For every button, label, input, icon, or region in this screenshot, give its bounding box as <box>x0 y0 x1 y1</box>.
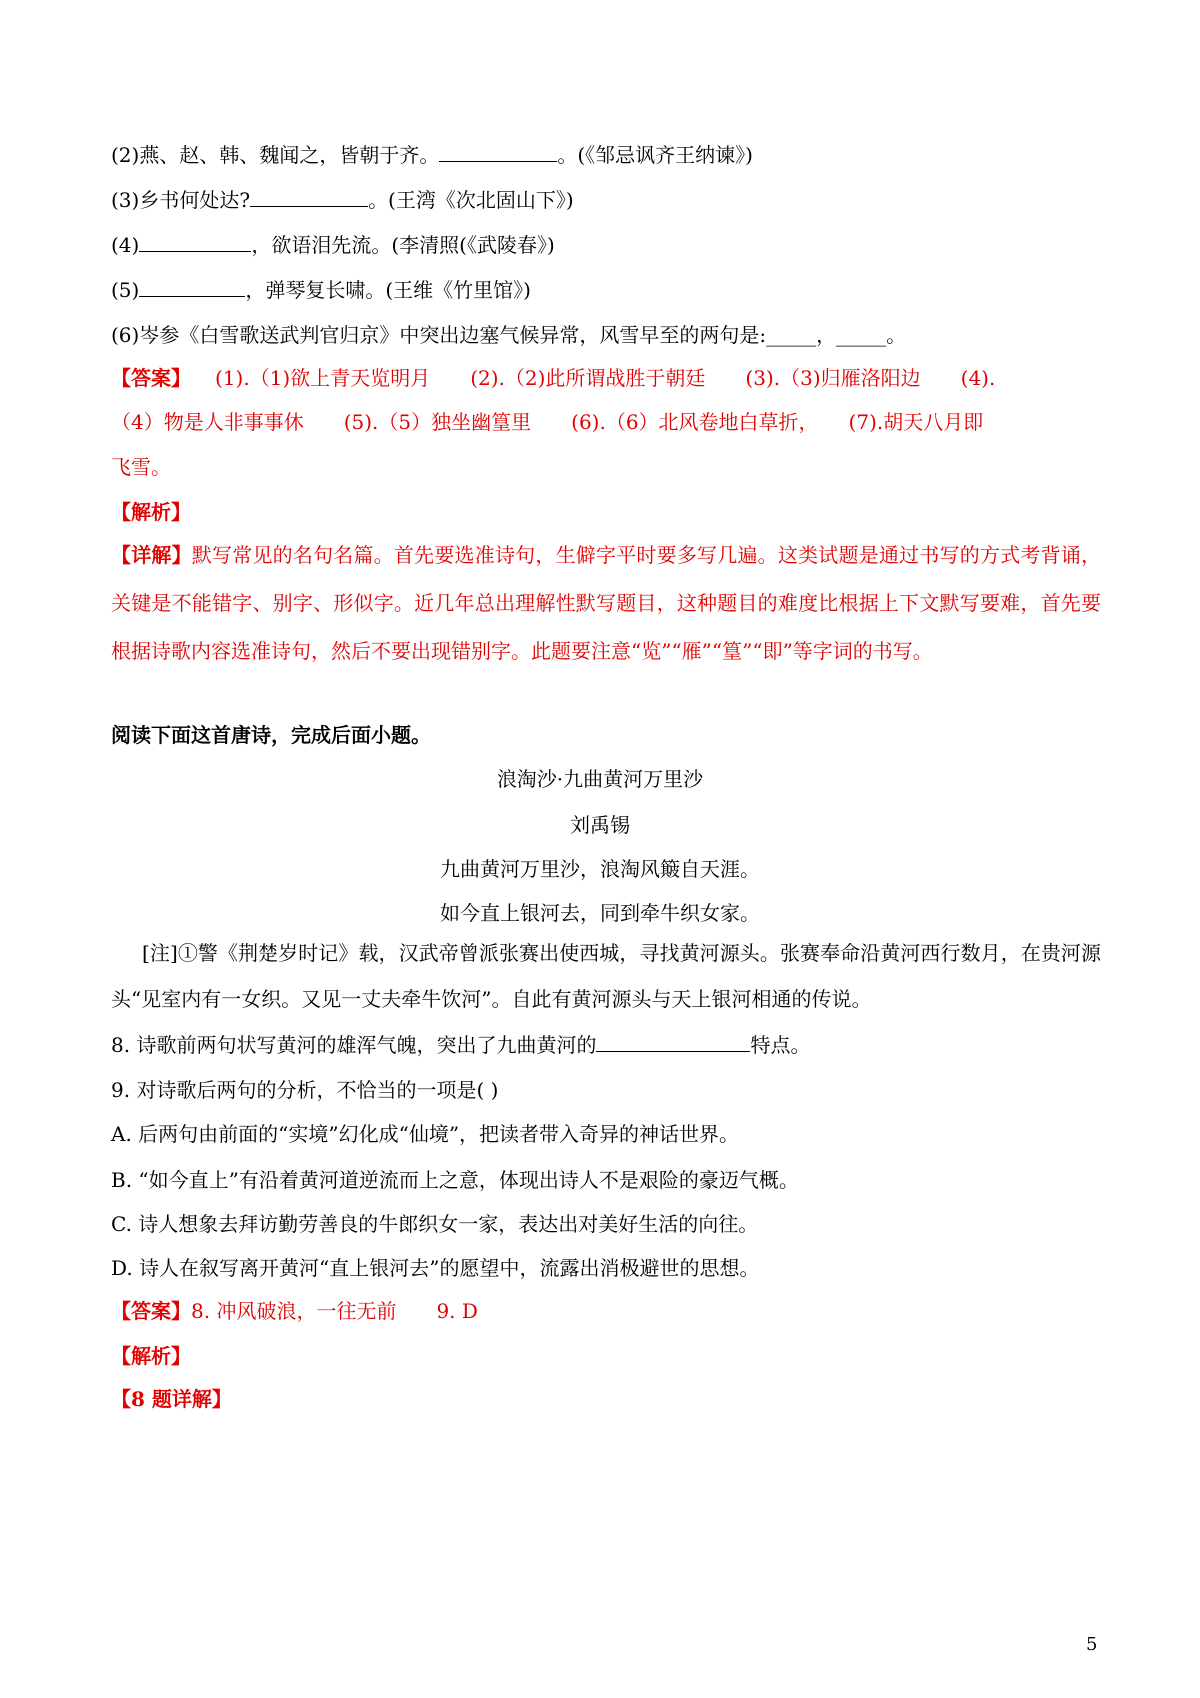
question-4-text: ，欲语泪先流。(李清照(《武陵春》) <box>251 233 555 257</box>
question-5 <box>111 276 531 304</box>
reading-instruction: 阅读下面这首唐诗，完成后面小题。 <box>111 723 431 747</box>
question-5-text: ，弹琴复长啸。(王维《竹里馆》) <box>245 278 531 302</box>
analysis-2-label: 【解析】 <box>111 1344 191 1368</box>
analysis-label: 【解析】 <box>111 500 191 524</box>
question-9-stem: 9. 对诗歌后两句的分析，不恰当的一项是( ) <box>111 1078 499 1102</box>
question-6: (6)岑参《白雪歌送武判官归京》中突出边塞气候异常，风雪早至的两句是:_____，_____。 <box>111 323 907 347</box>
option-d: D. 诗人在叙写离开黄河“直上银河去”的愿望中，流露出消极避世的思想。 <box>111 1256 760 1280</box>
question-8-suffix: 特点。 <box>750 1033 811 1057</box>
detail-label: 【详解】 <box>111 543 192 567</box>
question-3-text: (3)乡书何处达? <box>111 188 251 212</box>
question-2-text: (2)燕、赵、韩、魏闻之，皆朝于齐。 <box>111 143 440 167</box>
option-a: A. 后两句由前面的“实境”幻化成“仙境”，把读者带入奇异的神话世界。 <box>111 1122 740 1146</box>
answer-2-text: 8. 冲风破浪，一往无前 9. D <box>191 1299 478 1323</box>
answer-blank <box>596 1031 750 1052</box>
question-5-number: (5) <box>111 278 140 302</box>
detail-text: 默写常见的名句名篇。首先要选准诗句，生僻字平时要多写几遍。这类试题是通过书写的方式考背诵，关键是不能错字、别字、形似字。近几年总出理解性默写题目，这种题目的难度比根据上下文默写要难，首先要根据诗歌内容选准诗句，然后不要出现错别字。此题要注意“览”“雁”“篁”“即”等字词的书写。 <box>111 543 1102 663</box>
question-8 <box>111 1031 810 1059</box>
question-3-source: 。(王湾《次北固山下》) <box>368 188 574 212</box>
answer-1-text-1: (1).（1)欲上青天览明月 (2).（2)此所谓战胜于朝廷 (3).（3)归雁洛阳边 (4). <box>215 366 996 390</box>
answer-1-line-2: （4）物是人非事事休 (5).（5）独坐幽篁里 (6).（6）北风卷地白草折， (7).胡天八月即 <box>111 410 984 434</box>
question-8-text: 8. 诗歌前两句状写黄河的雄浑气魄，突出了九曲黄河的 <box>111 1033 597 1057</box>
answer-blank <box>250 186 368 207</box>
question-2 <box>111 141 753 169</box>
question-2-source: 。(《邹忌讽齐王纳谏》) <box>557 143 753 167</box>
poem-note: [注]①警《荆楚岁时记》载，汉武帝曾派张赛出使西城，寻找黄河源头。张赛奉命沿黄河西行数月，在贵河源头“见室内有一女织。又见一丈夫牵牛饮河”。自此有黄河源头与天上银河相通的传说。 <box>111 941 1101 1011</box>
answer-2 <box>111 1297 478 1325</box>
question-4-number: (4) <box>111 233 140 257</box>
poem-title: 浪淘沙·九曲黄河万里沙 <box>496 767 704 791</box>
answer-blank <box>439 141 557 162</box>
poem-line-1: 九曲黄河万里沙，浪淘风簸自天涯。 <box>440 857 760 881</box>
answer-1-line-3: 飞雪。 <box>111 455 171 479</box>
answer-blank <box>139 276 245 297</box>
answer-blank <box>139 231 251 252</box>
detail-8-label: 【8 题详解】 <box>111 1387 232 1411</box>
answer-label: 【答案】 <box>111 366 191 390</box>
option-b: B. “如今直上”有沿着黄河道逆流而上之意，体现出诗人不是艰险的豪迈气概。 <box>111 1168 799 1192</box>
question-4 <box>111 231 555 259</box>
poem-author: 刘禹锡 <box>570 813 630 837</box>
answer-1-line-1 <box>111 364 995 392</box>
poem-line-2: 如今直上银河去，同到牵牛织女家。 <box>440 901 760 925</box>
question-3 <box>111 186 574 214</box>
option-c: C. 诗人想象去拜访勤劳善良的牛郎织女一家，表达出对美好生活的向往。 <box>111 1212 759 1236</box>
detail-paragraph <box>111 531 1101 675</box>
answer-2-label: 【答案】 <box>111 1299 191 1323</box>
page-number: 5 <box>1086 1634 1098 1655</box>
